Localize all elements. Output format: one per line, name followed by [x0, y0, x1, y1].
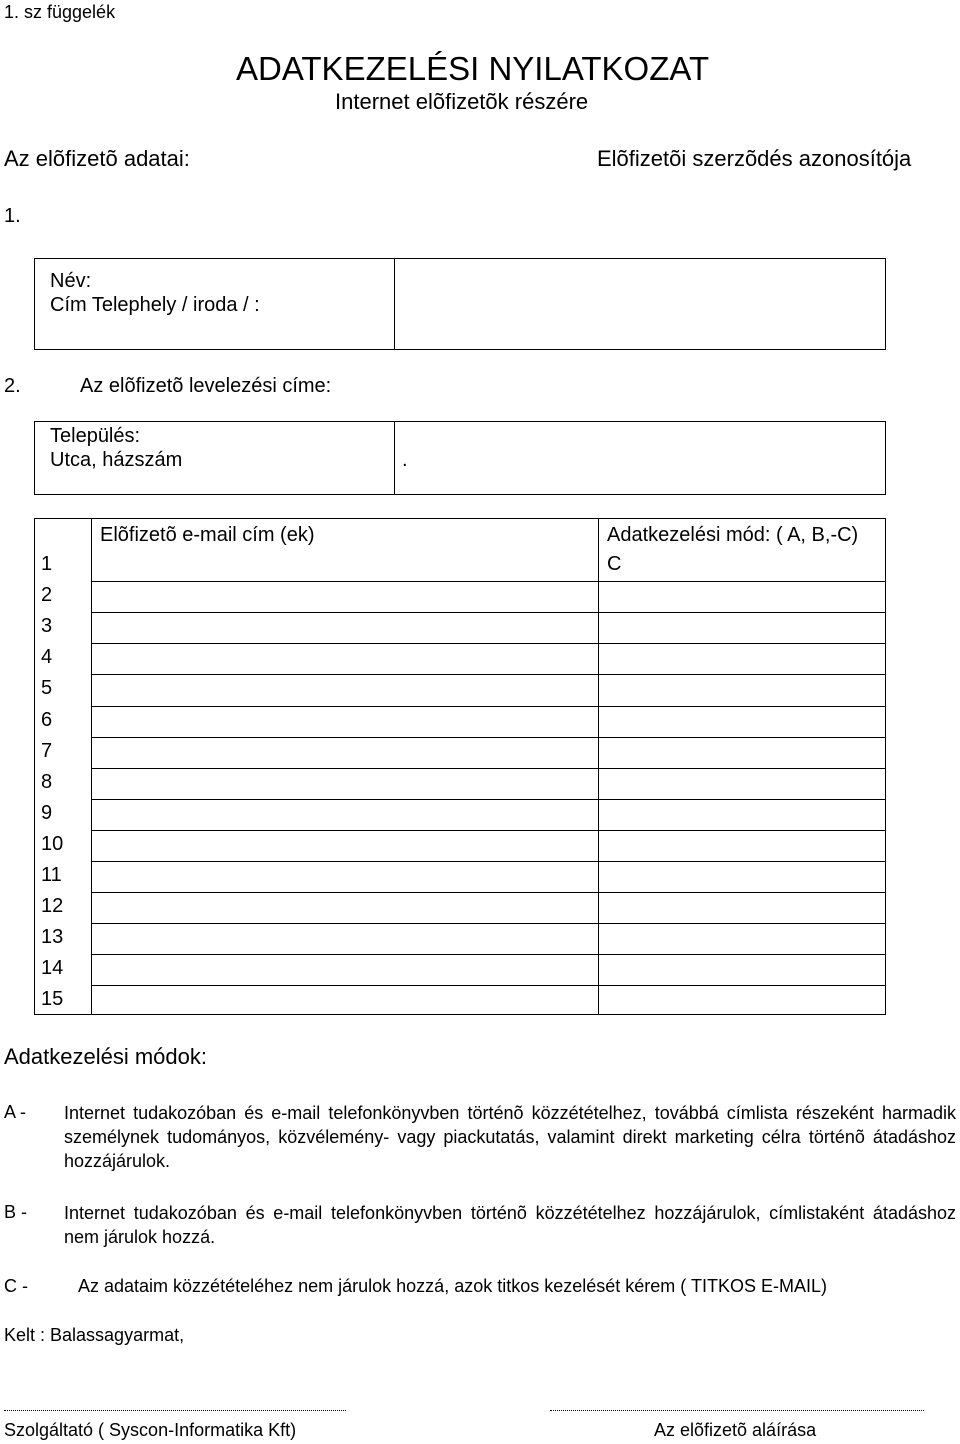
- page-subtitle: Internet elõfizetõk részére: [335, 89, 589, 114]
- mailing-address-label: Az elõfizetõ levelezési címe:: [80, 375, 332, 397]
- row-number: 9: [41, 801, 53, 824]
- row-number: 2: [41, 584, 53, 607]
- subscriber-data-label: Az elõfizetõ adatai:: [4, 146, 190, 171]
- mode-column-header: Adatkezelési mód: ( A, B,-C): [607, 524, 859, 546]
- row-number: 6: [41, 708, 53, 731]
- row-number: 13: [41, 926, 64, 949]
- provider-signature-label: Szolgáltató ( Syscon-Informatika Kft): [4, 1420, 297, 1440]
- appendix-label: 1. sz függelék: [4, 2, 116, 22]
- row-number: 14: [41, 957, 64, 980]
- mode-b-key: B -: [4, 1202, 28, 1222]
- name-label: Név:: [50, 270, 92, 292]
- mailing-address-value: .: [402, 449, 408, 471]
- street-label: Utca, házszám: [50, 449, 183, 471]
- row-number: 7: [41, 739, 53, 762]
- mode-cell[interactable]: C: [607, 553, 622, 575]
- email-column-header: Elõfizetõ e-mail cím (ek): [100, 524, 315, 546]
- row-number: 15: [41, 988, 64, 1011]
- section2-number: 2.: [4, 375, 21, 397]
- subscriber-signature-label: Az elõfizetõ aláírása: [654, 1420, 817, 1440]
- section1-number: 1.: [4, 205, 21, 227]
- row-number: 12: [41, 895, 64, 918]
- row-number: 8: [41, 770, 53, 793]
- email-table: [34, 518, 886, 1015]
- provider-signature-line: [4, 1410, 346, 1411]
- row-number: 5: [41, 677, 53, 700]
- mode-a-key: A -: [4, 1102, 27, 1122]
- mode-b-text: Internet tudakozóban és e-mail telefonkönyvben történõ közzétételhez hozzájárulok, címlistaként átadáshoz nem járulok hozzá.: [64, 1203, 956, 1247]
- mode-a-text: Internet tudakozóban és e-mail telefonkönyvben történõ közzétételhez, továbbá címlista részeként harmadik személynek tudományos, közvélemény- vagy piackutatás, valamint direkt marketing célra történõ átadáshoz hozzájárulok.: [64, 1103, 956, 1171]
- settlement-label: Település:: [50, 425, 141, 447]
- modes-heading: Adatkezelési módok:: [4, 1044, 207, 1069]
- mode-c-key: C -: [4, 1276, 28, 1296]
- row-number: 4: [41, 646, 53, 669]
- row-number: 1: [41, 553, 53, 575]
- row-number: 3: [41, 615, 53, 638]
- place-date: Kelt : Balassagyarmat,: [4, 1325, 185, 1345]
- subscriber-signature-line: [550, 1410, 924, 1411]
- page-title: ADATKEZELÉSI NYILATKOZAT: [236, 50, 710, 87]
- address-label: Cím Telephely / iroda / :: [50, 294, 260, 316]
- contract-id-label: Elõfizetõi szerzõdés azonosítója: [597, 146, 912, 171]
- mode-c-text: Az adataim közzétételéhez nem járulok hozzá, azok titkos kezelését kérem ( TITKOS E-MAIL): [78, 1276, 827, 1296]
- row-number: 10: [41, 832, 64, 855]
- row-number: 11: [41, 864, 62, 886]
